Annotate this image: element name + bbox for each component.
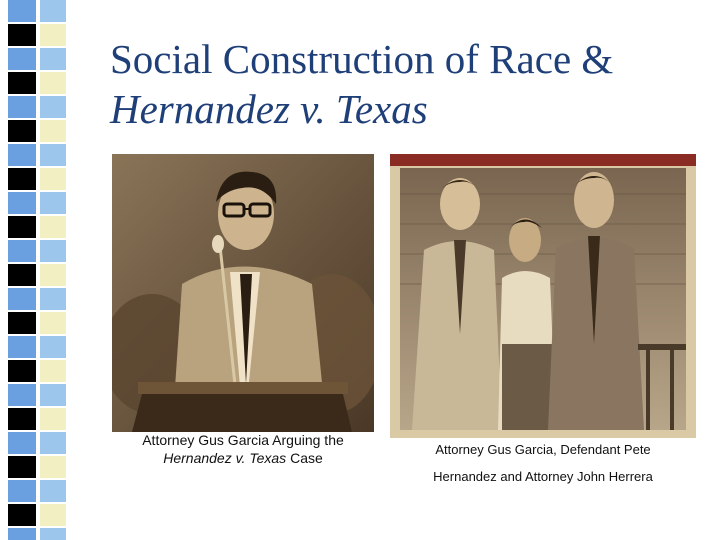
stripe-block	[8, 504, 36, 526]
stripe-block	[40, 264, 66, 286]
stripe-block	[40, 120, 66, 142]
stripe-block	[40, 240, 66, 262]
stripe-block	[8, 192, 36, 214]
stripe-block	[40, 360, 66, 382]
stripe-block	[8, 72, 36, 94]
caption-photo-1	[112, 431, 374, 467]
stripe-block	[8, 528, 36, 540]
stripe-block	[8, 48, 36, 70]
stripe-block	[40, 312, 66, 334]
stripe-block	[40, 504, 66, 526]
caption-2-line-1: Attorney Gus Garcia, Defendant Pete	[435, 442, 651, 457]
stripe-block	[8, 432, 36, 454]
photo-attorney-arguing	[112, 154, 374, 432]
stripe-block	[8, 408, 36, 430]
stripe-block	[8, 384, 36, 406]
stripe-block	[8, 360, 36, 382]
stripe-block	[8, 480, 36, 502]
stripe-block	[8, 240, 36, 262]
stripe-block	[8, 264, 36, 286]
stripe-block	[8, 288, 36, 310]
stripe-block	[8, 0, 36, 22]
slide-title	[110, 34, 710, 134]
stripe-block	[8, 144, 36, 166]
stripe-block	[8, 24, 36, 46]
stripe-block	[40, 24, 66, 46]
stripe-block	[40, 72, 66, 94]
title-line-2: Hernandez v. Texas	[110, 86, 428, 132]
title-line-1: Social Construction of Race &	[110, 36, 614, 82]
caption-photo-2	[398, 436, 688, 490]
caption-1-prefix: Attorney Gus Garcia Arguing the	[142, 432, 344, 448]
caption-1-case-name: Hernandez v. Texas	[163, 450, 287, 466]
stripe-block	[40, 216, 66, 238]
caption-2-line-2: Hernandez and Attorney John Herrera	[433, 469, 653, 484]
stripe-block	[8, 96, 36, 118]
stripe-block	[8, 216, 36, 238]
stripe-block	[40, 144, 66, 166]
caption-1-suffix: Case	[286, 450, 323, 466]
stripe-block	[40, 96, 66, 118]
stripe-block	[8, 120, 36, 142]
stripe-block	[40, 456, 66, 478]
stripe-block	[8, 456, 36, 478]
stripe-block	[40, 288, 66, 310]
stripe-block	[8, 168, 36, 190]
stripe-block	[40, 0, 66, 22]
stripe-block	[8, 312, 36, 334]
stripe-block	[40, 408, 66, 430]
stripe-block	[40, 168, 66, 190]
stripe-block	[40, 48, 66, 70]
stripe-block	[40, 480, 66, 502]
stripe-block	[40, 384, 66, 406]
stripe-block	[40, 336, 66, 358]
stripe-block	[40, 528, 66, 540]
stripe-block	[40, 432, 66, 454]
stripe-block	[8, 336, 36, 358]
photo-three-men	[390, 154, 696, 438]
stripe-block	[40, 192, 66, 214]
decorative-stripe	[0, 0, 66, 540]
